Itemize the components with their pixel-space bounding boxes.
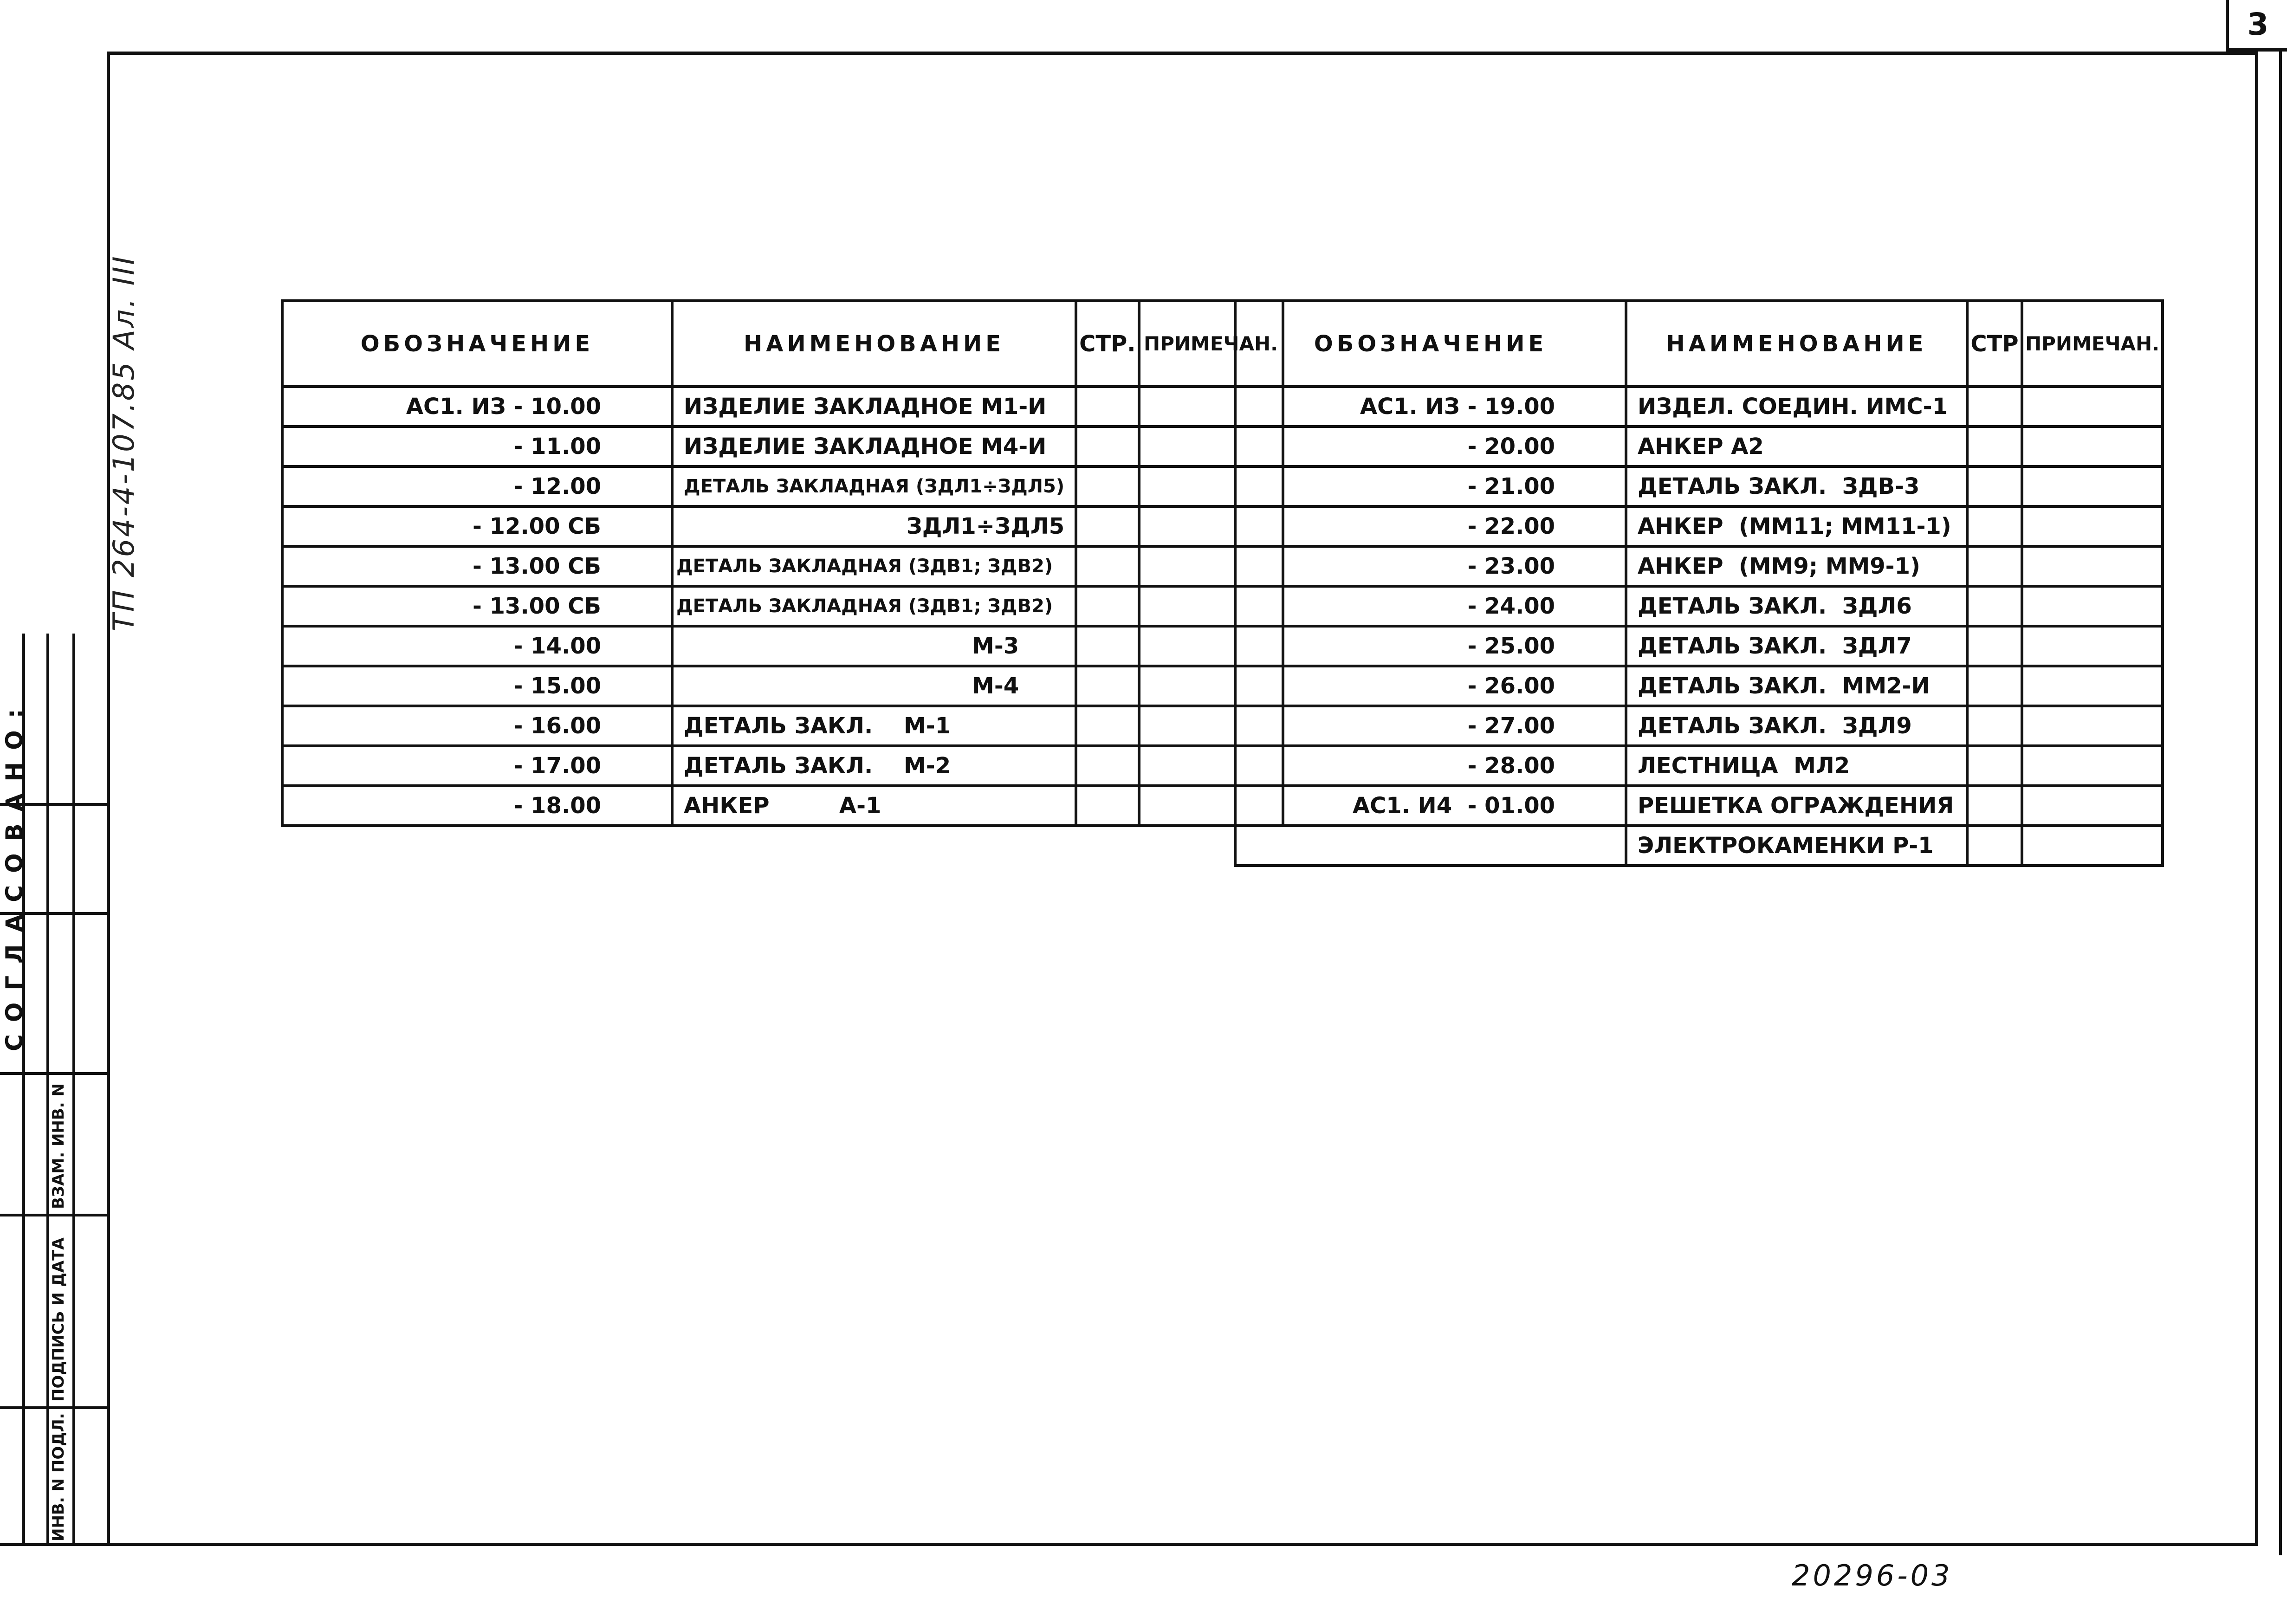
archive-number: 20296-03 bbox=[1792, 1559, 1953, 1592]
table-row bbox=[1235, 546, 2163, 586]
header-note: ПРИМЕЧАН. bbox=[1139, 301, 1283, 387]
strip-row-line bbox=[0, 1543, 107, 1546]
designation-cell: - 13.00 СБ bbox=[282, 586, 672, 626]
table-cell bbox=[1076, 706, 1139, 746]
table-row bbox=[282, 387, 1283, 427]
table-row bbox=[282, 546, 1283, 586]
designation-cell: АС1. ИЗ - 10.00 bbox=[282, 387, 672, 427]
designation-cell: АС1. И4 - 01.00 bbox=[1235, 786, 1626, 826]
table-cell bbox=[1076, 586, 1139, 626]
table-cell bbox=[2022, 826, 2163, 866]
table-cell bbox=[1967, 666, 2022, 706]
drawing-code: ТП 264-4-107.85 Ал. III bbox=[107, 254, 141, 631]
table-row bbox=[1235, 746, 2163, 786]
designation-cell: - 16.00 bbox=[282, 706, 672, 746]
table-cell bbox=[2022, 466, 2163, 506]
name-cell: ДЕТАЛЬ ЗАКЛАДНАЯ (ЗДЛ1÷ЗДЛ5) bbox=[672, 466, 1076, 506]
right-spec-table bbox=[1234, 299, 2164, 867]
name-cell: М-4 bbox=[672, 666, 1076, 706]
name-cell: ЭЛЕКТРОКАМЕНКИ Р-1 bbox=[1626, 826, 1967, 866]
designation-cell: - 25.00 bbox=[1235, 626, 1626, 666]
designation-cell: - 26.00 bbox=[1235, 666, 1626, 706]
name-cell: АНКЕР (ММ11; ММ11-1) bbox=[1626, 506, 1967, 546]
table-cell bbox=[2022, 626, 2163, 666]
table-row bbox=[1235, 706, 2163, 746]
table-cell bbox=[2022, 427, 2163, 466]
inv-original-label: ИНВ. N ПОДЛ. bbox=[49, 1413, 68, 1541]
left-spec-table bbox=[281, 299, 1284, 827]
table-row bbox=[1235, 506, 2163, 546]
table-row bbox=[1235, 826, 2163, 866]
strip-row-line bbox=[0, 1406, 107, 1409]
designation-cell: - 28.00 bbox=[1235, 746, 1626, 786]
table-row bbox=[1235, 586, 2163, 626]
table-row bbox=[282, 746, 1283, 786]
signature-date-label: ПОДПИСЬ И ДАТА bbox=[49, 1237, 68, 1402]
table-cell bbox=[1967, 546, 2022, 586]
header-page: СТР. bbox=[1076, 301, 1139, 387]
table-header-row bbox=[1235, 301, 2163, 387]
header-name: НАИМЕНОВАНИЕ bbox=[672, 301, 1076, 387]
name-cell: ДЕТАЛЬ ЗАКЛ. ЗДЛ7 bbox=[1626, 626, 1967, 666]
name-cell: ДЕТАЛЬ ЗАКЛ. ЗДЛ9 bbox=[1626, 706, 1967, 746]
table-cell bbox=[2022, 786, 2163, 826]
designation-cell: - 15.00 bbox=[282, 666, 672, 706]
table-row bbox=[1235, 427, 2163, 466]
strip-col-line bbox=[72, 634, 75, 1546]
table-row bbox=[282, 626, 1283, 666]
table-cell bbox=[2022, 546, 2163, 586]
replacement-inv-label: ВЗАМ. ИНВ. N bbox=[49, 1083, 68, 1209]
table-cell bbox=[2022, 506, 2163, 546]
table-cell bbox=[1967, 466, 2022, 506]
designation-cell: - 27.00 bbox=[1235, 706, 1626, 746]
designation-cell: - 14.00 bbox=[282, 626, 672, 666]
strip-row-line bbox=[0, 1214, 107, 1216]
designation-cell: - 21.00 bbox=[1235, 466, 1626, 506]
header-note: ПРИМЕЧАН. bbox=[2022, 301, 2163, 387]
designation-cell: АС1. ИЗ - 19.00 bbox=[1235, 387, 1626, 427]
name-cell: АНКЕР А2 bbox=[1626, 427, 1967, 466]
name-cell: ДЕТАЛЬ ЗАКЛ. ММ2-И bbox=[1626, 666, 1967, 706]
table-header-row bbox=[282, 301, 1283, 387]
table-cell bbox=[1967, 586, 2022, 626]
table-cell bbox=[1076, 466, 1139, 506]
name-cell: ДЕТАЛЬ ЗАКЛАДНАЯ (ЗДВ1; ЗДВ2) bbox=[672, 546, 1076, 586]
table-cell bbox=[2022, 706, 2163, 746]
table-cell bbox=[1967, 746, 2022, 786]
table-row bbox=[1235, 626, 2163, 666]
table-cell bbox=[1967, 786, 2022, 826]
table-cell bbox=[1967, 506, 2022, 546]
table-cell bbox=[1967, 626, 2022, 666]
table-cell bbox=[1076, 626, 1139, 666]
table-cell bbox=[1967, 826, 2022, 866]
designation-cell: - 13.00 СБ bbox=[282, 546, 672, 586]
name-cell: ИЗДЕЛИЕ ЗАКЛАДНОЕ М1-И bbox=[672, 387, 1076, 427]
name-cell: РЕШЕТКА ОГРАЖДЕНИЯ bbox=[1626, 786, 1967, 826]
table-cell bbox=[1076, 786, 1139, 826]
table-row bbox=[1235, 466, 2163, 506]
approval-title: СОГЛАСОВАНО: bbox=[1, 697, 28, 1051]
table-cell bbox=[1076, 387, 1139, 427]
designation-cell: - 12.00 bbox=[282, 466, 672, 506]
table-cell bbox=[1967, 427, 2022, 466]
table-row bbox=[282, 786, 1283, 826]
table-row bbox=[282, 666, 1283, 706]
table-row bbox=[1235, 387, 2163, 427]
table-row bbox=[282, 506, 1283, 546]
name-cell: М-3 bbox=[672, 626, 1076, 666]
name-cell: ДЕТАЛЬ ЗАКЛАДНАЯ (ЗДВ1; ЗДВ2) bbox=[672, 586, 1076, 626]
table-row bbox=[1235, 666, 2163, 706]
name-cell: ДЕТАЛЬ ЗАКЛ. ЗДВ-3 bbox=[1626, 466, 1967, 506]
table-row bbox=[282, 706, 1283, 746]
sheet-edge-line bbox=[2279, 52, 2282, 1555]
name-cell: ЗДЛ1÷ЗДЛ5 bbox=[672, 506, 1076, 546]
header-designation: ОБОЗНАЧЕНИЕ bbox=[1235, 301, 1626, 387]
header-page: СТР bbox=[1967, 301, 2022, 387]
designation-cell bbox=[1235, 826, 1626, 866]
name-cell: АНКЕР А-1 bbox=[672, 786, 1076, 826]
table-row bbox=[282, 466, 1283, 506]
table-cell bbox=[2022, 586, 2163, 626]
approval-strip bbox=[0, 634, 107, 1546]
sheet-number: 3 bbox=[2226, 0, 2287, 52]
name-cell: АНКЕР (ММ9; ММ9-1) bbox=[1626, 546, 1967, 586]
table-cell bbox=[1967, 706, 2022, 746]
designation-cell: - 18.00 bbox=[282, 786, 672, 826]
designation-cell: - 12.00 СБ bbox=[282, 506, 672, 546]
designation-cell: - 11.00 bbox=[282, 427, 672, 466]
designation-cell: - 24.00 bbox=[1235, 586, 1626, 626]
designation-cell: - 23.00 bbox=[1235, 546, 1626, 586]
designation-cell: - 17.00 bbox=[282, 746, 672, 786]
table-row bbox=[1235, 786, 2163, 826]
header-designation: ОБОЗНАЧЕНИЕ bbox=[282, 301, 672, 387]
table-cell bbox=[2022, 387, 2163, 427]
table-row bbox=[282, 427, 1283, 466]
name-cell: ИЗДЕЛ. СОЕДИН. ИМС-1 bbox=[1626, 387, 1967, 427]
table-cell bbox=[1076, 546, 1139, 586]
table-cell bbox=[1076, 506, 1139, 546]
name-cell: ИЗДЕЛИЕ ЗАКЛАДНОЕ М4-И bbox=[672, 427, 1076, 466]
name-cell: ЛЕСТНИЦА МЛ2 bbox=[1626, 746, 1967, 786]
table-cell bbox=[1076, 666, 1139, 706]
name-cell: ДЕТАЛЬ ЗАКЛ. М-2 bbox=[672, 746, 1076, 786]
table-cell bbox=[1076, 746, 1139, 786]
designation-cell: - 20.00 bbox=[1235, 427, 1626, 466]
header-name: НАИМЕНОВАНИЕ bbox=[1626, 301, 1967, 387]
designation-cell: - 22.00 bbox=[1235, 506, 1626, 546]
name-cell: ДЕТАЛЬ ЗАКЛ. ЗДЛ6 bbox=[1626, 586, 1967, 626]
strip-row-line bbox=[0, 1072, 107, 1075]
table-cell bbox=[2022, 666, 2163, 706]
table-cell bbox=[1967, 387, 2022, 427]
name-cell: ДЕТАЛЬ ЗАКЛ. М-1 bbox=[672, 706, 1076, 746]
table-cell bbox=[1076, 427, 1139, 466]
table-row bbox=[282, 586, 1283, 626]
table-cell bbox=[2022, 746, 2163, 786]
